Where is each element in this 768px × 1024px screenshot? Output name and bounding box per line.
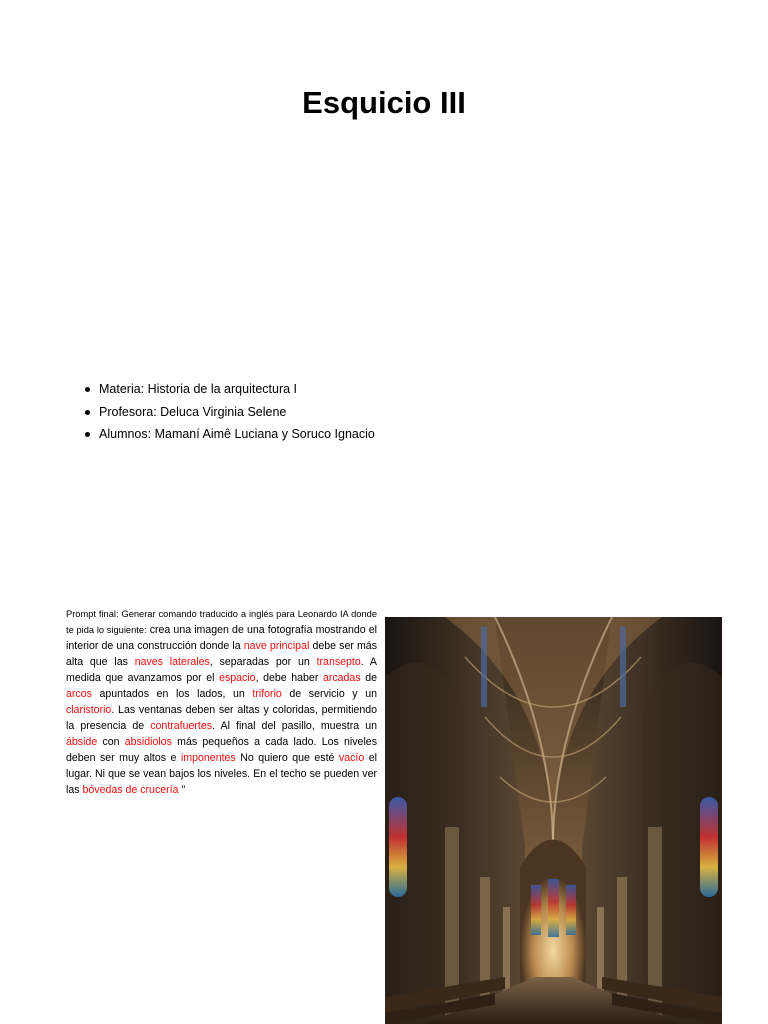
list-item: Alumnos: Mamaní Aimê Luciana y Soruco Ignacio [82,423,375,446]
prompt-text: con [97,736,125,748]
prompt-text: de servicio y un [281,688,377,700]
highlighted-term: ábside [66,736,98,748]
prompt-text: más pequeños a cada lado. Los niveles deben ser muy altos e [66,736,377,764]
prompt-text: , separadas por un [209,656,317,668]
highlighted-term: vacío [338,752,365,764]
info-list [82,378,375,446]
highlighted-term: naves laterales [134,656,210,668]
prompt-text: . Al final del pasillo, muestra un [212,720,377,732]
highlighted-term: absidiolos [124,736,172,748]
prompt-paragraph [66,606,377,798]
list-item: Profesora: Deluca Virginia Selene [82,401,375,424]
highlighted-term: transepto [316,656,361,668]
highlighted-term: nave principal [243,640,310,652]
prompt-lead: Prompt final: Generar comando traducido a inglés para Leonardo IA donde te pida lo siguiente: [66,609,377,635]
prompt-text: No quiero que esté [235,752,339,764]
document-title: Esquicio III [302,84,466,120]
prompt-text: crea una imagen de una fotografía mostrando el interior de una construcción donde la [66,624,377,652]
highlighted-term: arcos [66,688,92,700]
prompt-text: el lugar. Ni que se vean bajos los niveles. En el techo se pueden ver las [66,752,377,796]
highlighted-term: espacio [219,672,256,684]
highlighted-term: imponentes [180,752,236,764]
prompt-text: apuntados en los lados, un [91,688,253,700]
prompt-body [66,624,377,796]
prompt-text: debe ser más alta que las [66,640,377,668]
prompt-text: " [178,784,186,796]
highlighted-term: bóvedas de crucería [82,784,179,796]
highlighted-term: contrafuertes [150,720,213,732]
prompt-text: . A medida que avanzamos por el [66,656,377,684]
list-item: Materia: Historia de la arquitectura I [82,378,375,401]
highlighted-term: claristorio [66,704,112,716]
prompt-text: . Las ventanas deben ser altas y coloridas, permitiendo la presencia de [66,704,377,732]
prompt-text: , debe haber [255,672,323,684]
highlighted-term: triforio [252,688,282,700]
prompt-text: de [360,672,378,684]
cathedral-interior-image [385,617,722,1024]
highlighted-term: arcadas [322,672,361,684]
